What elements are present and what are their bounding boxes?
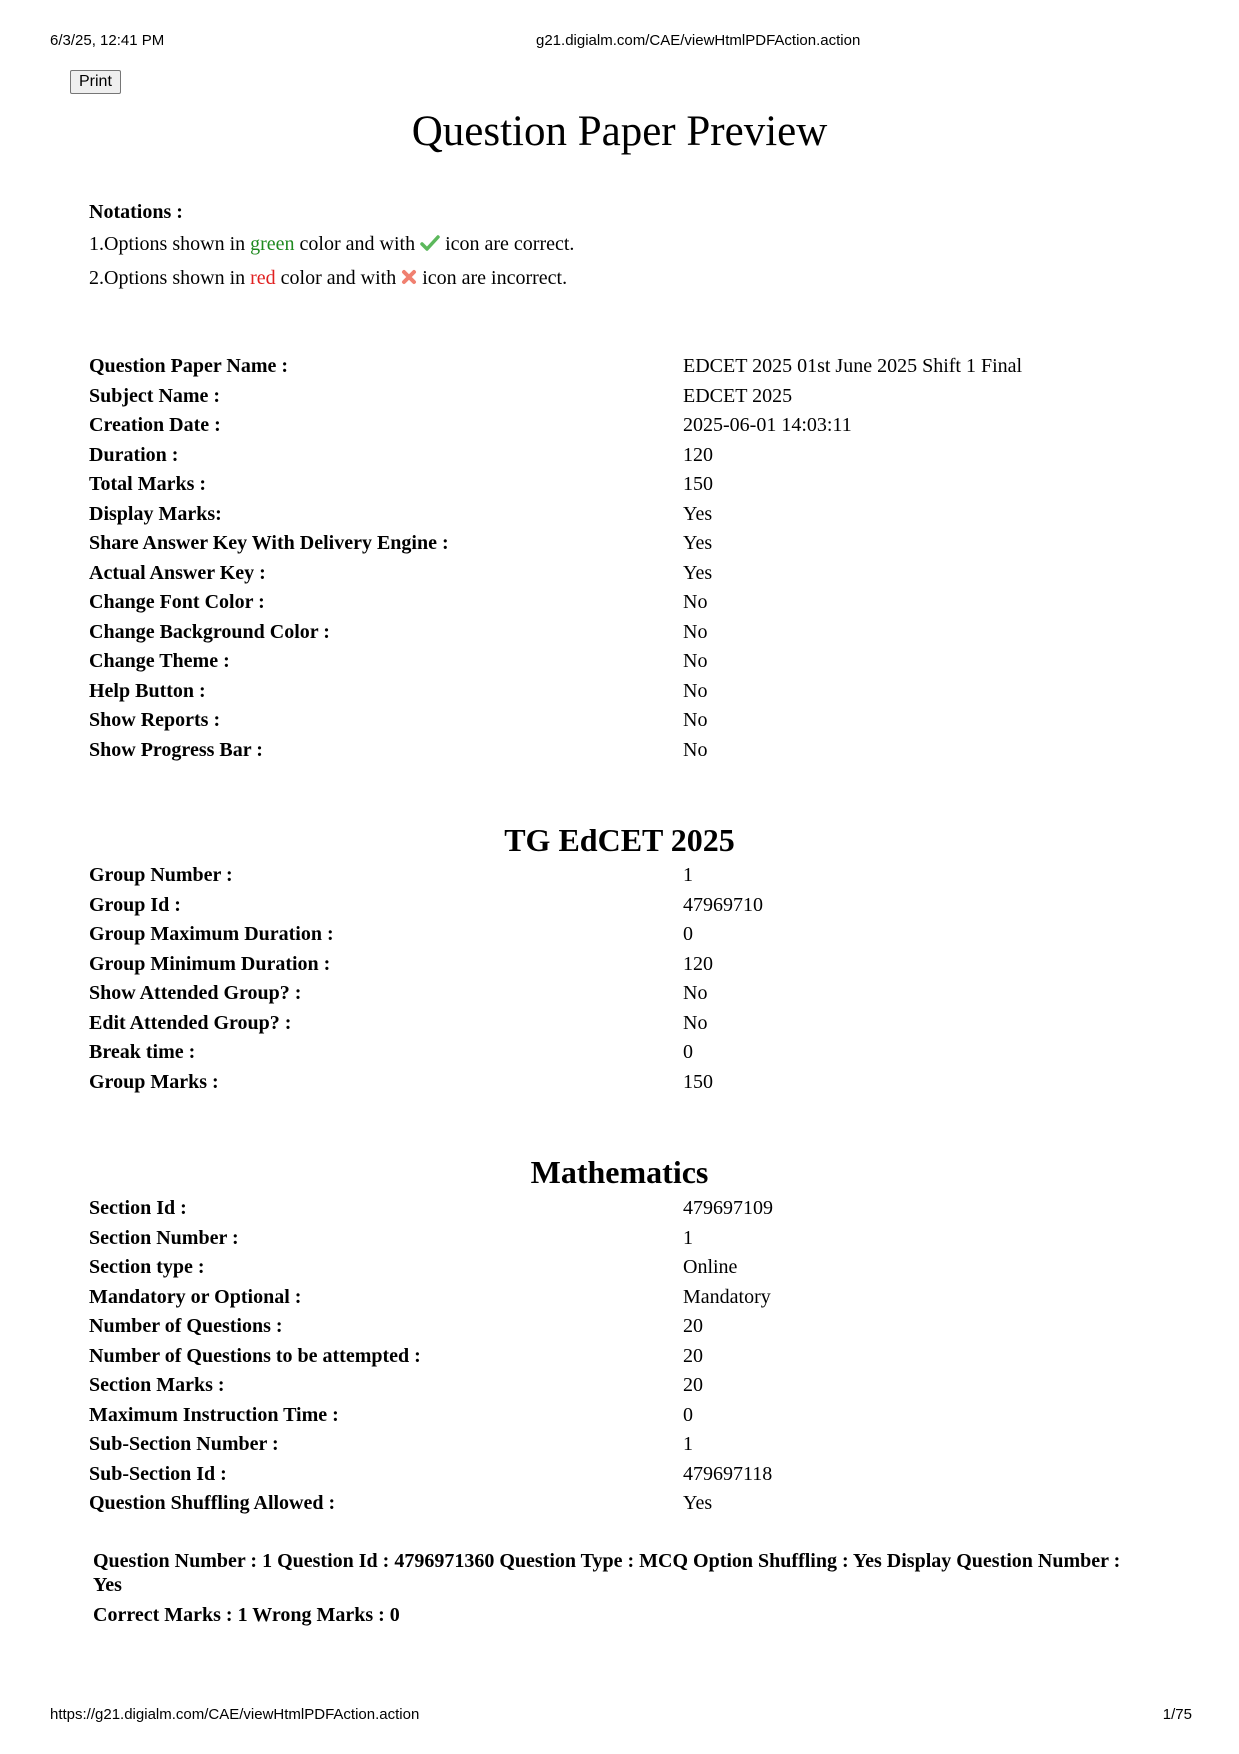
info-value: Online (683, 1256, 738, 1279)
info-row (89, 411, 1022, 441)
browser-datetime: 6/3/25, 12:41 PM (50, 32, 165, 49)
paper-info-table (89, 352, 1022, 765)
section-title: Mathematics (530, 1154, 709, 1190)
info-value: Yes (683, 532, 713, 555)
info-row (89, 441, 1022, 471)
info-row (89, 1068, 763, 1098)
info-row (89, 1430, 773, 1460)
section-info-table (89, 1194, 773, 1519)
info-label: Creation Date : (89, 414, 221, 437)
info-value: No (683, 982, 708, 1005)
info-label: Edit Attended Group? : (89, 1011, 292, 1034)
info-row (89, 920, 763, 950)
info-row (89, 1038, 763, 1068)
info-label: Question Paper Name : (89, 355, 289, 378)
info-row (89, 1312, 773, 1342)
info-value: 150 (683, 1070, 713, 1093)
notations-block (89, 196, 574, 296)
info-row (89, 470, 1022, 500)
info-value: 120 (683, 952, 713, 975)
info-label: Change Background Color : (89, 620, 330, 643)
info-label: Actual Answer Key : (89, 561, 266, 584)
info-value: Yes (683, 1492, 713, 1515)
info-value: 20 (683, 1315, 703, 1338)
notation-correct-middle: color and with (294, 233, 421, 255)
info-label: Subject Name : (89, 384, 221, 407)
info-value: EDCET 2025 (683, 384, 793, 407)
info-label: Change Font Color : (89, 591, 265, 614)
info-label: Group Number : (89, 864, 233, 887)
info-value: 479697109 (683, 1197, 773, 1220)
info-label: Show Attended Group? : (89, 982, 302, 1005)
info-value: Yes (683, 502, 713, 525)
info-row (89, 352, 1022, 382)
info-value: No (683, 650, 708, 673)
info-value: No (683, 738, 708, 761)
info-value: 1 (683, 1433, 693, 1456)
info-value: No (683, 620, 708, 643)
info-label: Section Id : (89, 1197, 187, 1220)
question-meta (93, 1549, 1133, 1633)
info-row (89, 677, 1022, 707)
question-meta-line: Question Number : 1 Question Id : 4796971360 Question Type : MCQ Option Shuffling : Yes Display Question Number : Yes (93, 1550, 1121, 1596)
info-value: 479697118 (683, 1462, 773, 1485)
info-row (89, 647, 1022, 677)
info-label: Group Minimum Duration : (89, 952, 331, 975)
info-label: Duration : (89, 443, 179, 466)
info-value: 150 (683, 473, 713, 496)
info-label: Mandatory or Optional : (89, 1285, 302, 1308)
info-row (89, 736, 1022, 766)
info-label: Number of Questions : (89, 1315, 283, 1338)
question-marks-line: Correct Marks : 1 Wrong Marks : 0 (93, 1604, 400, 1626)
info-row (89, 1194, 773, 1224)
info-label: Section Marks : (89, 1374, 225, 1397)
notation-green-word: green (250, 233, 295, 255)
browser-page-url: g21.digialm.com/CAE/viewHtmlPDFAction.action (536, 32, 861, 49)
info-label: Number of Questions to be attempted : (89, 1344, 421, 1367)
info-row (89, 618, 1022, 648)
notation-correct (89, 228, 574, 262)
info-row (89, 382, 1022, 412)
info-row (89, 1342, 773, 1372)
info-value: 0 (683, 1403, 693, 1426)
info-value: 1 (683, 864, 693, 887)
info-value: No (683, 709, 708, 732)
info-label: Change Theme : (89, 650, 230, 673)
info-label: Share Answer Key With Delivery Engine : (89, 532, 449, 555)
info-label: Break time : (89, 1041, 196, 1064)
info-row (89, 1401, 773, 1431)
info-label: Show Progress Bar : (89, 738, 263, 761)
info-value: 0 (683, 923, 693, 946)
info-row (89, 861, 763, 891)
info-row (89, 529, 1022, 559)
info-label: Maximum Instruction Time : (89, 1403, 339, 1426)
info-row (89, 1371, 773, 1401)
info-value: No (683, 679, 708, 702)
info-value: 1 (683, 1226, 693, 1249)
info-value: No (683, 591, 708, 614)
info-value: Yes (683, 561, 713, 584)
info-row (89, 1224, 773, 1254)
notation-correct-prefix: 1.Options shown in (89, 233, 251, 255)
info-value: 47969710 (683, 893, 763, 916)
info-label: Group Id : (89, 893, 181, 916)
info-value: No (683, 1011, 708, 1034)
info-row (89, 1283, 773, 1313)
info-value: 2025-06-01 14:03:11 (683, 414, 852, 437)
info-label: Sub-Section Id : (89, 1462, 227, 1485)
info-row (89, 706, 1022, 736)
page-title: Question Paper Preview (411, 108, 828, 155)
cross-icon (401, 264, 417, 296)
info-label: Sub-Section Number : (89, 1433, 279, 1456)
info-row (89, 1460, 773, 1490)
info-label: Question Shuffling Allowed : (89, 1492, 336, 1515)
info-row (89, 950, 763, 980)
info-value: 0 (683, 1041, 693, 1064)
check-icon (420, 230, 440, 262)
info-label: Total Marks : (89, 473, 207, 496)
info-row (89, 891, 763, 921)
info-label: Group Maximum Duration : (89, 923, 334, 946)
info-row (89, 1009, 763, 1039)
info-row (89, 1489, 773, 1519)
info-value: 20 (683, 1344, 703, 1367)
info-row (89, 588, 1022, 618)
notation-incorrect-suffix: icon are incorrect. (417, 267, 568, 289)
notation-incorrect-middle: color and with (275, 267, 402, 289)
notation-incorrect (89, 262, 574, 296)
info-label: Help Button : (89, 679, 206, 702)
info-label: Section type : (89, 1256, 205, 1279)
footer-url: https://g21.digialm.com/CAE/viewHtmlPDFAction.action (50, 1706, 420, 1723)
info-label: Section Number : (89, 1226, 239, 1249)
print-button[interactable]: Print (70, 70, 121, 94)
info-row (89, 1253, 773, 1283)
notation-incorrect-prefix: 2.Options shown in (89, 267, 251, 289)
info-label: Show Reports : (89, 709, 221, 732)
group-title: TG EdCET 2025 (504, 822, 735, 858)
page-counter: 1/75 (1162, 1706, 1192, 1723)
info-value: EDCET 2025 01st June 2025 Shift 1 Final (683, 355, 1023, 378)
notations-heading: Notations : (89, 201, 183, 223)
notation-red-word: red (250, 267, 276, 289)
info-label: Display Marks: (89, 502, 222, 525)
info-row (89, 559, 1022, 589)
info-label: Group Marks : (89, 1070, 219, 1093)
info-row (89, 979, 763, 1009)
info-row (89, 500, 1022, 530)
info-value: Mandatory (683, 1285, 771, 1308)
notation-correct-suffix: icon are correct. (440, 233, 575, 255)
info-value: 120 (683, 443, 713, 466)
group-info-table (89, 861, 763, 1097)
info-value: 20 (683, 1374, 703, 1397)
